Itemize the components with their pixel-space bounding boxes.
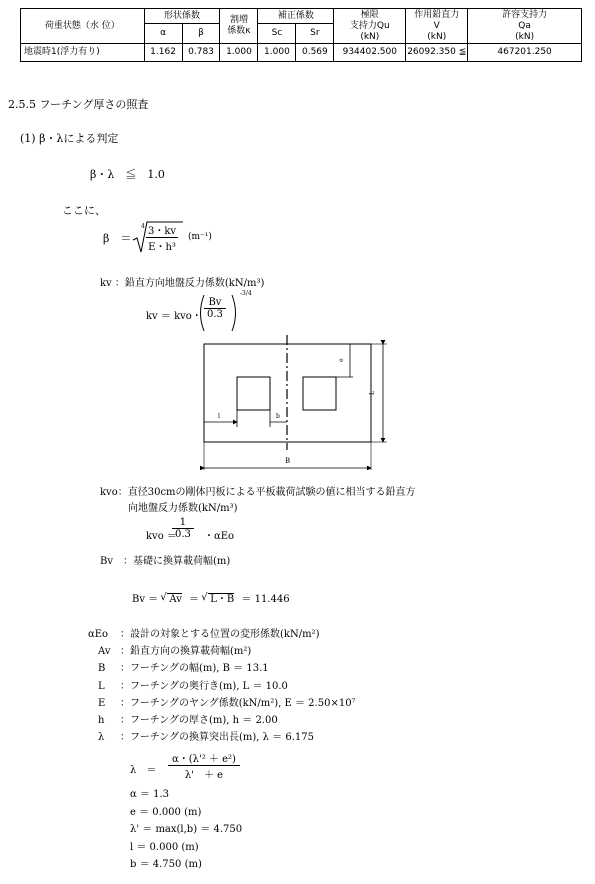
value-lambda-prime: λ' ＝ max(l,b) ＝ 4.750	[130, 824, 243, 835]
def-row: Av ：鉛直方向の換算載荷幅(m²)	[98, 646, 252, 658]
header-increase-factor: 割増 係数κ	[220, 9, 258, 44]
koko-text: ここに、	[62, 204, 106, 217]
cell-v: 26092.350 ≦	[406, 44, 468, 62]
header-load-state: 荷重状態（水 位）	[21, 9, 145, 44]
def-row: E ：フーチングのヤング係数(kN/m²), E ＝ 2.50×10⁷	[98, 697, 356, 709]
value-e: e ＝ 0.000 (m)	[130, 806, 202, 818]
cell-sr: 0.569	[296, 44, 334, 62]
def-row: L ：フーチングの奥行き(m), L ＝ 10.0	[98, 680, 288, 692]
dim-L-label: L	[369, 391, 376, 395]
column-left	[237, 377, 270, 410]
value-alpha: α ＝ 1.3	[130, 789, 170, 800]
sqrt-av: √ Av	[160, 592, 182, 605]
sqrt-lb: √ L・B	[201, 592, 235, 605]
header-sc: Sc	[258, 24, 296, 44]
kv-fraction: Bv 0.3	[204, 297, 226, 320]
kvo-rhs: ・αEo	[204, 531, 235, 542]
cell-alpha: 1.162	[144, 44, 182, 62]
dim-l-label: l	[218, 413, 220, 420]
cell-beta: 0.783	[182, 44, 220, 62]
cell-qu: 934402.500	[334, 44, 406, 62]
result-table	[20, 8, 582, 62]
lambda-lhs: λ ＝	[130, 765, 157, 776]
kvo-definition-1: kvo：直径30cmの剛体円板による平板載荷試験の値に相当する鉛直方	[100, 487, 416, 498]
header-ultimate-capacity: 極限 支持力Qu (kN)	[334, 9, 406, 44]
kvo-fraction: 1 0.3	[172, 517, 194, 540]
kv-lhs: kv ＝ kvo・	[146, 311, 202, 322]
cell-qa: 467201.250	[468, 44, 582, 62]
table-row	[21, 44, 582, 62]
footing-diagram	[198, 335, 398, 470]
header-correction-factor: 補正係数	[258, 9, 334, 24]
column-right	[303, 377, 336, 410]
beta-unit: (m⁻¹)	[188, 232, 212, 242]
kv-parens	[196, 293, 240, 333]
cell-load: 地震時1(浮力有り)	[21, 44, 145, 62]
header-sr: Sr	[296, 24, 334, 44]
def-row: B ：フーチングの幅(m), B ＝ 13.1	[98, 663, 269, 675]
bv-definition: Bv ：基礎に換算載荷幅(m)	[100, 556, 231, 567]
svg-text:4: 4	[141, 223, 145, 230]
def-row: λ ：フーチングの換算突出長(m), λ ＝ 6.175	[98, 732, 314, 744]
def-row: h ：フーチングの厚さ(m), h ＝ 2.00	[98, 715, 278, 727]
dim-b-label: b	[276, 413, 280, 420]
def-row: αEo ：設計の対象とする位置の変形係数(kN/m²)	[88, 629, 320, 640]
header-beta: β	[182, 24, 220, 44]
header-alpha: α	[144, 24, 182, 44]
lambda-values	[130, 786, 242, 874]
dim-B-label: B	[285, 457, 291, 465]
kvo-lhs: kvo ＝	[146, 531, 177, 542]
definitions-list	[88, 626, 356, 746]
value-l: l ＝ 0.000 (m)	[130, 841, 199, 853]
header-allowable-capacity: 許容支持力 Qa (kN)	[468, 9, 582, 44]
condition-formula: β・λ ≦ 1.0	[90, 168, 165, 181]
beta-fraction: 3・kv E・h³	[146, 222, 178, 253]
kvo-definition-2: 向地盤反力係数(kN/m³)	[128, 503, 238, 514]
bv-formula: Bv ＝ √ Av ＝ √ L・B ＝ 11.446	[132, 592, 290, 605]
header-vertical-force: 作用鉛直力 V (kN)	[406, 9, 468, 44]
dim-e-label: e	[338, 358, 345, 362]
subsection-title: (1) β・λによる判定	[20, 132, 119, 145]
value-b: b ＝ 4.750 (m)	[130, 859, 202, 870]
kv-definition: kv ：鉛直方向地盤反力係数(kN/m³)	[100, 278, 265, 289]
beta-lhs: β ＝	[103, 232, 132, 245]
cell-kappa: 1.000	[220, 44, 258, 62]
kv-exponent: -3/4	[240, 290, 252, 297]
section-title: 2.5.5 フーチング厚さの照査	[8, 98, 149, 111]
lambda-fraction: α・(λ'² ＋ e²) λ' ＋ e	[168, 750, 240, 781]
header-shape-factor: 形状係数	[144, 9, 220, 24]
cell-sc: 1.000	[258, 44, 296, 62]
